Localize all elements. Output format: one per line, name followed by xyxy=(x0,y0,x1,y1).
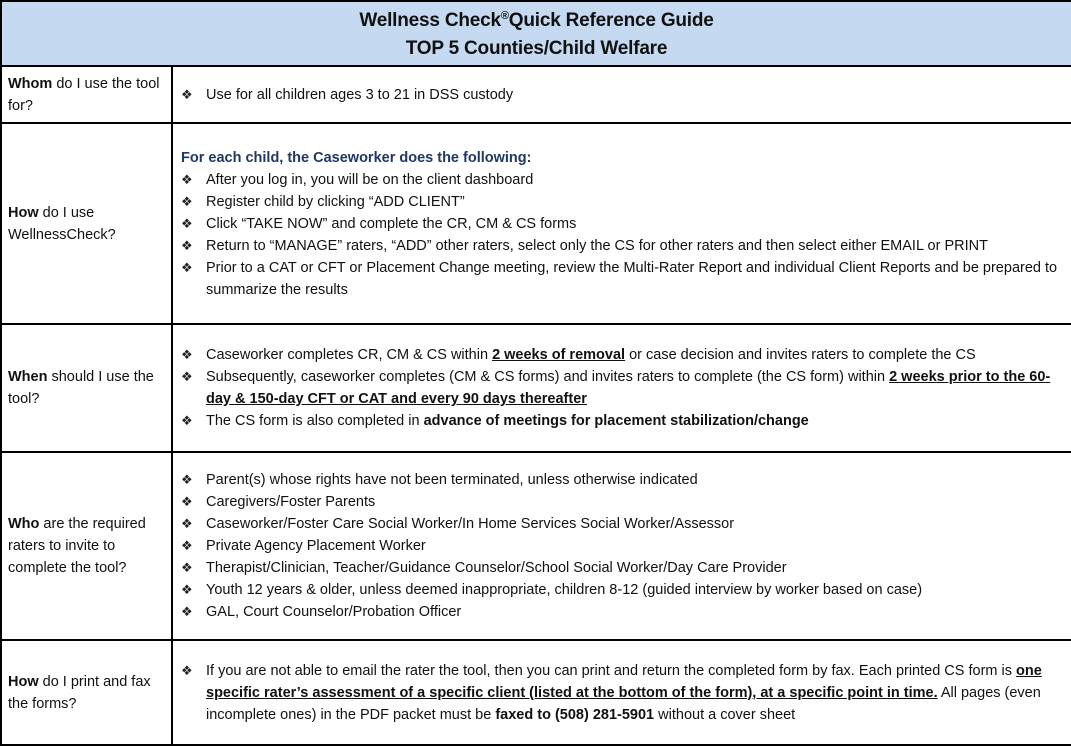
answer-cell xyxy=(173,124,1071,323)
list-item: ❖ Subsequently, caseworker completes (CM & CS forms) and invites raters to complete (the CS form) within 2 weeks prior to the 60-day & 150-day CFT or CAT and every 90 days thereafter xyxy=(181,366,1071,410)
answer-cell xyxy=(173,453,1071,639)
list-item: ❖ Youth 12 years & older, unless deemed inappropriate, children 8-12 (guided interview by worker based on case) xyxy=(181,579,1071,601)
bullet-icon: ❖ xyxy=(181,413,193,428)
question-text: When should I use the tool? xyxy=(8,369,154,407)
bullet-icon: ❖ xyxy=(181,494,193,509)
question-cell xyxy=(2,453,173,639)
bullet-icon: ❖ xyxy=(181,662,193,678)
registered-mark: ® xyxy=(500,10,509,22)
emphasis-text: one specific rater’s assessment of a specific client (listed at the bottom of the form), at a specific point in time. xyxy=(206,662,1042,701)
bold-text: advance of meetings for placement stabilization/change xyxy=(423,413,809,429)
emphasis-text: 2 weeks of removal xyxy=(492,347,626,363)
row-how-use xyxy=(2,124,1071,325)
list-item: ❖ Private Agency Placement Worker xyxy=(181,535,1071,557)
list-item: ❖ After you log in, you will be on the client dashboard xyxy=(181,169,1071,191)
guide-title: Wellness Check®Quick Reference Guide xyxy=(359,10,714,31)
question-text: Whom do I use the tool for? xyxy=(8,75,160,114)
list-item: ❖ Register child by clicking “ADD CLIENT” xyxy=(181,191,1071,213)
row-when xyxy=(2,325,1071,453)
bullet-icon: ❖ xyxy=(181,259,193,275)
row-how-print-fax xyxy=(2,641,1071,746)
guide-header xyxy=(2,2,1071,67)
list-item: ❖ GAL, Court Counselor/Probation Officer xyxy=(181,601,1071,623)
list-item: ❖ Prior to a CAT or CFT or Placement Change meeting, review the Multi-Rater Report and individual Client Reports and be prepared to summarize the results xyxy=(181,257,1071,301)
row-whom xyxy=(2,67,1071,124)
question-text: How do I print and fax the forms? xyxy=(8,673,151,712)
question-cell xyxy=(2,124,173,323)
list-item: ❖ Caseworker/Foster Care Social Worker/In Home Services Social Worker/Assessor xyxy=(181,513,1071,535)
list-item: ❖ Caregivers/Foster Parents xyxy=(181,491,1071,513)
list-item: ❖ Caseworker completes CR, CM & CS within 2 weeks of removal or case decision and invites raters to complete the CS xyxy=(181,344,1071,366)
section-subheading: For each child, the Caseworker does the following: xyxy=(181,149,532,166)
bullet-icon: ❖ xyxy=(181,347,193,362)
bullet-icon: ❖ xyxy=(181,472,193,487)
question-text: Who are the required raters to invite to complete the tool? xyxy=(8,516,146,576)
question-text: How do I use WellnessCheck? xyxy=(8,204,116,243)
bullet-icon: ❖ xyxy=(181,193,193,209)
bullet-icon: ❖ xyxy=(181,582,193,597)
bullet-icon: ❖ xyxy=(181,516,193,531)
bullet-icon: ❖ xyxy=(181,215,193,231)
bullet-icon: ❖ xyxy=(181,604,193,619)
list-item: ❖ The CS form is also completed in advance of meetings for placement stabilization/change xyxy=(181,410,1071,432)
question-cell xyxy=(2,325,173,451)
bullet-icon: ❖ xyxy=(181,86,193,102)
list-item: ❖ Click “TAKE NOW” and complete the CR, CM & CS forms xyxy=(181,213,1071,235)
fax-number: faxed to (508) 281-5901 xyxy=(495,706,655,723)
list-item: ❖ Return to “MANAGE” raters, “ADD” other raters, select only the CS for other raters and then select either EMAIL or PRINT xyxy=(181,235,1071,257)
answer-cell xyxy=(173,641,1071,744)
bullet-icon: ❖ xyxy=(181,538,193,553)
question-cell xyxy=(2,641,173,744)
answer-cell xyxy=(173,67,1071,122)
list-item: ❖ Use for all children ages 3 to 21 in DSS custody xyxy=(181,84,1071,106)
emphasis-text: 2 weeks prior to the 60-day & 150-day CFT or CAT and every 90 days thereafter xyxy=(206,369,1051,407)
bullet-icon: ❖ xyxy=(181,369,193,384)
answer-cell xyxy=(173,325,1071,451)
list-item: ❖ Therapist/Clinician, Teacher/Guidance Counselor/School Social Worker/Day Care Provider xyxy=(181,557,1071,579)
bullet-icon: ❖ xyxy=(181,560,193,575)
guide-subtitle: TOP 5 Counties/Child Welfare xyxy=(405,38,668,59)
bullet-icon: ❖ xyxy=(181,237,193,253)
row-who xyxy=(2,453,1071,641)
bullet-icon: ❖ xyxy=(181,171,193,187)
list-item: ❖ Parent(s) whose rights have not been terminated, unless otherwise indicated xyxy=(181,469,1071,491)
question-cell xyxy=(2,67,173,122)
list-item: ❖ If you are not able to email the rater the tool, then you can print and return the completed form by fax. Each printed CS form is one specific rater’s assessment of a specific client (listed at the bottom of the form), at a specific point in time. All pages (even incomplete ones) in the PDF packet must be faxed to (508) 281-5901 without a cover sheet xyxy=(181,660,1071,726)
